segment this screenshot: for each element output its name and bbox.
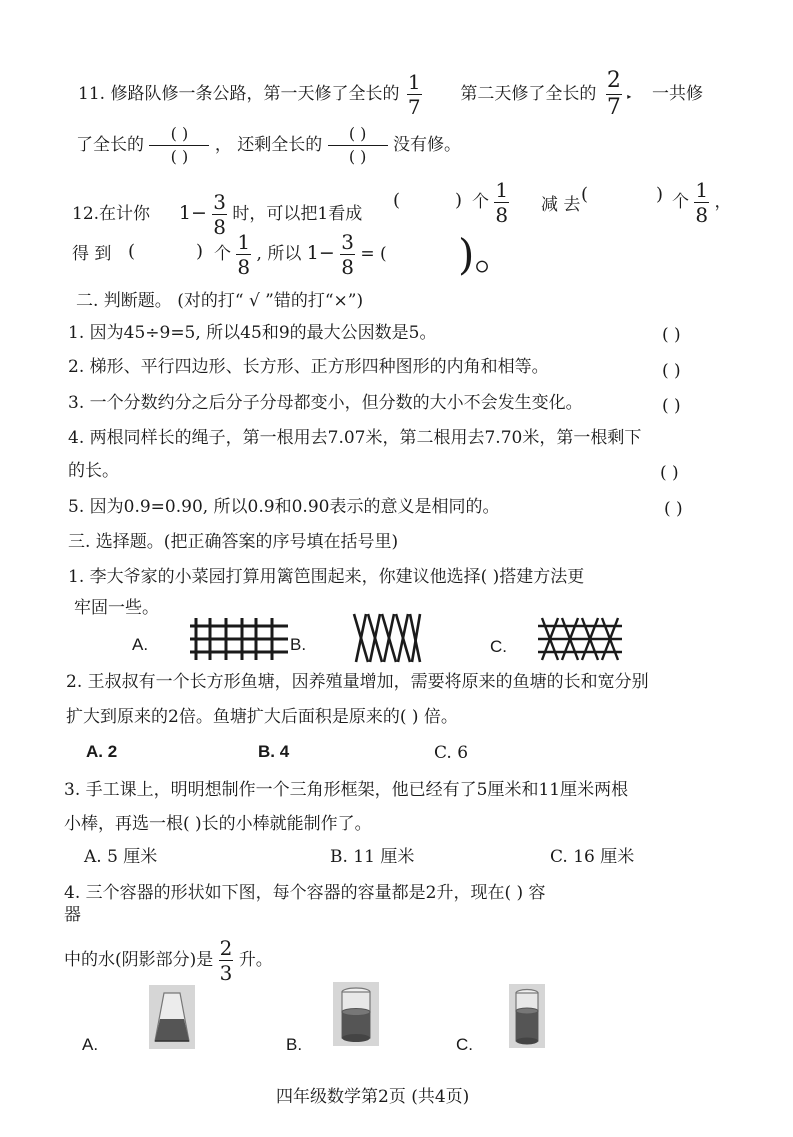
q12-fraction-3-8-e: $\frac{3}{8}$ bbox=[341, 230, 354, 279]
s2-item-1-text: 1. 因为45÷9=5, 所以45和9的最大公因数是5。 bbox=[68, 323, 437, 343]
q11-text-3: 一共修 bbox=[652, 84, 704, 104]
q12-final-paren: )。 bbox=[458, 230, 517, 279]
fence-diagonal-icon bbox=[352, 610, 422, 666]
q12-blank-3-open[interactable]: ( bbox=[128, 241, 136, 262]
container-b-cylinder-image bbox=[333, 982, 379, 1046]
page-footer: 四年级数学第2页 (共4页) bbox=[276, 1087, 470, 1107]
s3-q1-option-b[interactable]: B. bbox=[290, 635, 307, 654]
s3-q1-option-a[interactable]: A. bbox=[132, 635, 149, 654]
q11-text-2: 第二天修了全长的 bbox=[460, 84, 597, 104]
q11-answer-blank-2[interactable]: ( ) ( ) bbox=[328, 126, 388, 165]
s3-q2-text2: 扩大到原来的2倍。鱼塘扩大后面积是原来的( ) 倍。 bbox=[66, 707, 458, 727]
q12-text-5: 得 到 bbox=[72, 244, 112, 264]
q12-blank-1-open[interactable]: ( bbox=[393, 190, 401, 211]
q11-line2 bbox=[76, 126, 461, 165]
q12-line2 bbox=[214, 232, 387, 277]
q12-fraction-1-8-d: $\frac{1}{8}$ bbox=[237, 230, 251, 279]
q12-blank-2-close[interactable]: ) bbox=[656, 184, 664, 205]
s3-q1-text: 1. 李大爷家的小菜园打算用篱笆围起来，你建议他选择( )搭建方法更 bbox=[68, 567, 585, 587]
q12-text-1: 时，可以把1看成 bbox=[232, 204, 363, 224]
s3-q4-option-b[interactable]: B. bbox=[286, 1035, 303, 1054]
q12-fraction-1-8-c: $\frac{1}{8}$ bbox=[695, 178, 709, 227]
s3-q2-option-b[interactable]: B. 4 bbox=[258, 742, 290, 761]
s3-q3-text2: 小棒，再选一根( )长的小棒就能制作了。 bbox=[64, 814, 372, 834]
q12-blank-2-open[interactable]: ( bbox=[581, 184, 589, 205]
q12-expr-a: 1− bbox=[178, 202, 207, 224]
section2-title: 二. 判断题。 (对的打“ √ ”错的打“×”) bbox=[76, 291, 364, 311]
s3-q1-option-c[interactable]: C. bbox=[490, 637, 507, 656]
s3-q3-option-b[interactable]: B. 11 厘米 bbox=[330, 847, 415, 867]
s2-item-3-text: 3. 一个分数约分之后分子分母都变小，但分数的大小不会发生变化。 bbox=[68, 393, 583, 413]
s2-item-5-text: 5. 因为0.9=0.90, 所以0.9和0.90表示的意义是相同的。 bbox=[68, 497, 500, 517]
s2-item-4-text: 4. 两根同样长的绳子，第一根用去7.07米，第二根用去7.70米，第一根剩下 bbox=[68, 428, 642, 448]
s3-q3-option-c[interactable]: C. 16 厘米 bbox=[550, 847, 635, 867]
s2-item-5-answer[interactable]: ( ) bbox=[664, 499, 683, 519]
s2-item-4-answer[interactable]: ( ) bbox=[660, 463, 679, 483]
q12-text-3: 减 去 bbox=[541, 195, 581, 215]
container-a-tapered-image bbox=[149, 985, 195, 1049]
s3-q4-text: 4. 三个容器的形状如下图，每个容器的容量都是2升，现在( ) 容 bbox=[64, 883, 546, 903]
q12-text-4: 个 bbox=[672, 192, 689, 212]
q11-fraction-1-7: $\frac{1}{7}$ bbox=[407, 70, 421, 119]
q12-part-b bbox=[472, 180, 509, 225]
q12-fraction-3-8-a: $\frac{3}{8}$ bbox=[213, 190, 227, 239]
q11-fraction-2-7: $\frac{2}{7}$ bbox=[606, 68, 621, 120]
q12-part-c bbox=[672, 180, 732, 225]
q11-text-4: 了全长的 bbox=[76, 135, 144, 155]
q11-text-1: 11. 修路队修一条公路，第一天修了全长的 bbox=[78, 84, 400, 104]
q12-expr-b: 1− bbox=[306, 242, 335, 264]
q12-blank-1-close[interactable]: ) bbox=[455, 190, 463, 211]
s3-q2-option-a[interactable]: A. 2 bbox=[86, 742, 118, 761]
q12-comma: ， bbox=[714, 192, 732, 212]
s2-item-3-answer[interactable]: ( ) bbox=[662, 396, 681, 416]
fence-grid-icon bbox=[190, 614, 288, 662]
s3-q2-text: 2. 王叔叔有一个长方形鱼塘，因养殖量增加，需要将原来的鱼塘的长和宽分别 bbox=[66, 672, 649, 692]
q12-fraction-1-8-b: $\frac{1}{8}$ bbox=[495, 178, 509, 227]
s3-q1-text2: 牢固一些。 bbox=[74, 598, 159, 618]
q12-blank-3-close[interactable]: ) bbox=[196, 241, 204, 262]
section3-title: 三. 选择题。(把正确答案的序号填在括号里) bbox=[68, 532, 399, 552]
s3-q4-text3a: 中的水(阴影部分)是 bbox=[64, 950, 214, 970]
fence-cross-icon bbox=[538, 614, 622, 664]
q12-text-7: , 所以 bbox=[256, 244, 302, 264]
s3-q4-text3b: 升。 bbox=[238, 950, 273, 970]
s2-item-1-answer[interactable]: ( ) bbox=[662, 325, 681, 345]
s3-q4-text2: 器 bbox=[64, 905, 81, 925]
q11-answer-blank-1[interactable]: ( ) ( ) bbox=[149, 126, 209, 165]
s3-q4-line3 bbox=[64, 938, 273, 983]
s2-item-2-answer[interactable]: ( ) bbox=[662, 361, 681, 381]
s3-q4-option-c[interactable]: C. bbox=[456, 1035, 473, 1054]
s3-q2-option-c[interactable]: C. 6 bbox=[434, 743, 469, 763]
s3-q4-fraction-2-3: $\frac{2}{3}$ bbox=[219, 936, 233, 985]
s2-item-4-text2: 的长。 bbox=[68, 461, 119, 481]
s3-q3-text: 3. 手工课上，明明想制作一个三角形框架，他已经有了5厘米和11厘米两根 bbox=[64, 780, 629, 800]
q12-lead: 12.在计你 bbox=[72, 204, 151, 224]
q12-line1 bbox=[72, 192, 362, 237]
s2-item-2-text: 2. 梯形、平行四边形、长方形、正方形四种图形的内角和相等。 bbox=[68, 357, 549, 377]
q11-text-6: 没有修。 bbox=[393, 135, 462, 155]
s3-q3-option-a[interactable]: A. 5 厘米 bbox=[84, 847, 158, 867]
q11-dot: ▸ bbox=[627, 92, 632, 101]
q12-text-2: 个 bbox=[472, 192, 489, 212]
s3-q4-option-a[interactable]: A. bbox=[82, 1035, 99, 1054]
container-c-tall-cylinder-image bbox=[509, 984, 545, 1048]
q12-text-8[interactable]: = ( bbox=[360, 244, 387, 264]
q11-text-5: ， 还剩全长的 bbox=[214, 135, 323, 155]
q12-text-6: 个 bbox=[214, 244, 231, 264]
q11-line1 bbox=[78, 70, 703, 119]
